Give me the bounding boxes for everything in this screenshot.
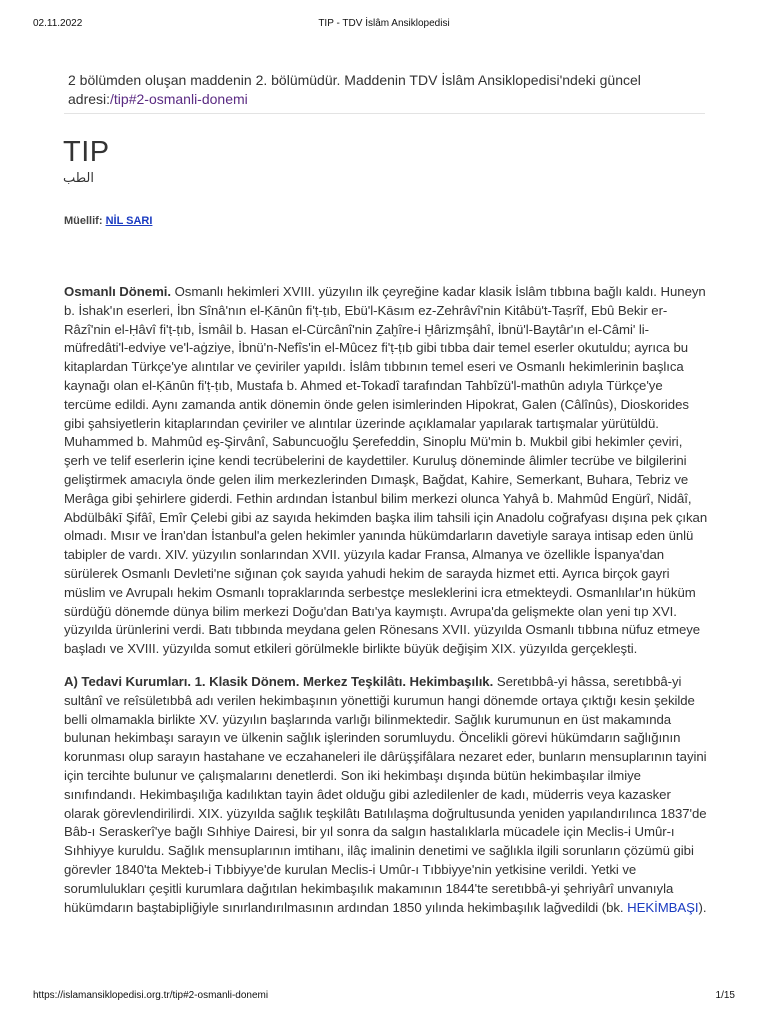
print-header bbox=[33, 18, 735, 32]
author-line bbox=[64, 215, 152, 227]
arabic-title: الطب bbox=[63, 171, 95, 186]
author-link[interactable]: NİL SARI bbox=[105, 215, 153, 227]
notice-divider bbox=[64, 113, 705, 114]
page-counter: 1/15 bbox=[715, 990, 735, 1001]
author-label: Müellif: bbox=[64, 215, 103, 227]
article-body bbox=[64, 283, 708, 931]
print-date: 02.11.2022 bbox=[33, 18, 83, 29]
print-url: https://islamansiklopedisi.org.tr/tip#2-osmanli-donemi bbox=[33, 990, 269, 1001]
paragraph-text: Osmanlı hekimleri XVIII. yüzyılın ilk çeyreğine kadar klasik İslâm tıbbına bağlı kaldı. Huneyn b. İshak'ın eserleri, İbn Sînâ'nın el-Ḳānûn fi'ṭ-ṭıb, Ebü'l-Kāsım ez-Zehrâvî'nin Kitâbü't-Taṣrîf, Ebû Bekir er-Râzî'nin el-Ḥâvî fi'ṭ-ṭıb, İsmâil b. Hasan el-Cürcânî'nin Ẕaḫîre-i Ḫârizmşâhî, İbnü'l-Baytâr'ın el-Câmi' li-müfredâti'l-edviye ve'l-aġziye, İbnü'n-Nefîs'in el-Mûcez fi'ṭ-ṭıb gibi tıbba dair temel eserler okutuldu; ayrıca bu kitaplardan Türkçe'ye alıntılar ve çeviriler yapıldı. İslâm tıbbının temel eseri ve Osmanlı hekimlerinin başlıca kaynağı olan el-Ḳānûn fi'ṭ-ṭıb, Mustafa b. Ahmed et-Tokadî tarafından Tahbîzü'l-mathûn adıyla Türkçe'ye tercüme edildi. Aynı zamanda antik dönemin önde gelen isimlerinden Hipokrat, Galen (Câlînûs), Dioskorides gibi şahsiyetlerin kitaplarından çeviriler ve alıntılar üzerinde açıklamalar yapılarak tartışmalar yürütüldü. Muhammed b. Mahmûd eş-Şirvânî, Sabuncuoğlu Şerefeddin, Sinoplu Mü'min b. Mukbil gibi hekimler çeviri, şerh ve telif eserlerin içine kendi tecrübelerini de kaydettiler. Kuruluş döneminde âlimler tecrübe ve bilgilerini geliştirmek amacıyla önde gelen ilim merkezlerinden Dımaşk, Bağdat, Kahire, Semerkant, Buhara, Tebriz ve Merâga gibi şehirlere giderdi. Fethin ardından İstanbul bilim merkezi olunca Yahyâ b. Mahmûd Engürî, Nidâî, Abdülbâkī Şifâî, Emîr Çelebi gibi az sayıda hekimden başka ilim tahsili için Anadolu coğrafyası dışına pek çıkan olmadı. Mısır ve İran'dan İstanbul'a gelen hekimler yanında hükümdarların davetiyle saraya intisap eden ünlü tabipler de vardı. XIV. yüzyılın sonlarından XVII. yüzyıla kadar Fransa, Almanya ve özellikle İspanya'dan sürülerek Osmanlı Devleti'ne sığınan çok sayıda yahudi hekim de sarayda hizmet etti. Ayrıca birçok gayri müslim ve Avrupalı hekim Osmanlı topraklarında serbestçe mesleklerini icra etmekteydi. Osmanlılar'ın hüküm sürdüğü dönemde dünya bilim merkezi Doğu'dan Batı'ya kaymıştı. Avrupa'da gelişmekte olan yeni tıp XVI. yüzyılda ürünlerini verdi. Batı tıbbında meydana gelen Rönesans XVII. yüzyılda Osmanlı tıbbına nüfuz etmeye başladı ve XVIII. yüzyılda somut etkileri görülmekle birlikte büyük değişim XIX. yüzyılda gerçekleşti. bbox=[64, 284, 708, 657]
print-page-title: TIP - TDV İslâm Ansiklopedisi bbox=[318, 18, 450, 29]
article-title: TIP bbox=[63, 136, 110, 168]
paragraph-lead: Osmanlı Dönemi. bbox=[64, 284, 171, 299]
paragraph-lead: A) Tedavi Kurumları. 1. Klasik Dönem. Merkez Teşkilâtı. Hekimbaşılık. bbox=[64, 673, 494, 689]
paragraph-text: Seretıbbâ-yi hâssa, seretıbbâ-yi sultânî ve reîsületıbbâ adı verilen hekimbaşının yönettiği kurumun hangi dönemde ortaya çıktığı kesin şekilde belli olmamakla birlikte XV. yüzyılın başlarında varlığı bilinmektedir. Sağlık kurumunun en üst makamında bulunan hekimbaşı sarayın ve ülkenin sağlık işlerinden sorumluydu. Öncelikli görevi hükümdarın sağlığının korunması olup sarayın hastahane ve eczahaneleri ile dârüşşifâlara nezaret eder, bunların mensuplarının tayini için tercihte bulunur ve çalışmalarını denetlerdi. Son iki hekimbaşı dışında bütün hekimbaşılar ilmiye sınıfındandı. Hekimbaşılığa kadılıktan tayin âdet olduğu gibi azledilenler de kadı, müderris veya kazasker olarak görevlendirilirdi. XIX. yüzyılda sağlık teşkilâtı Batılılaşma doğrultusunda yeniden yapılandırılınca 1837'de Bâb-ı Seraskerî'ye bağlı Sıhhiye Dairesi, bir yıl sonra da salgın hastalıklarla mücadele için Meclis-i Umûr-ı Sıhhiyye kuruldu. Sağlık mensuplarının imtihanı, ilâç imalinin denetimi ve sağlıkla ilgili sorunların çözümü gibi görevler 1840'ta Mekteb-i Tıbbiyye'de kurulan Meclis-i Umûr-ı Tıbbiyye'nin yetkisine verildi. Yetki ve sorumlulukları çeşitli kurumlara dağıtılan hekimbaşılık makamının 1844'te seretıbbâ-yi şehriyârî unvanıyla hükümdarın baştabipliğiyle sınırlandırılmasının ardından 1850 yılında hekimbaşılık lağvedildi (bk. bbox=[64, 673, 707, 915]
paragraph-end: ). bbox=[698, 899, 707, 915]
print-footer bbox=[33, 990, 735, 1004]
hekimbasi-link[interactable]: HEKİMBAŞI bbox=[627, 899, 699, 915]
paragraph-ottoman-period bbox=[64, 283, 708, 659]
section-notice bbox=[68, 71, 704, 109]
notice-text: 2 bölümden oluşan maddenin 2. bölümüdür. Maddenin TDV İslâm Ansiklopedisi'ndeki güncel adresi: bbox=[68, 72, 641, 107]
paragraph-treatment-institutions bbox=[64, 673, 708, 917]
notice-link[interactable]: /tip#2-osmanli-donemi bbox=[110, 91, 248, 107]
